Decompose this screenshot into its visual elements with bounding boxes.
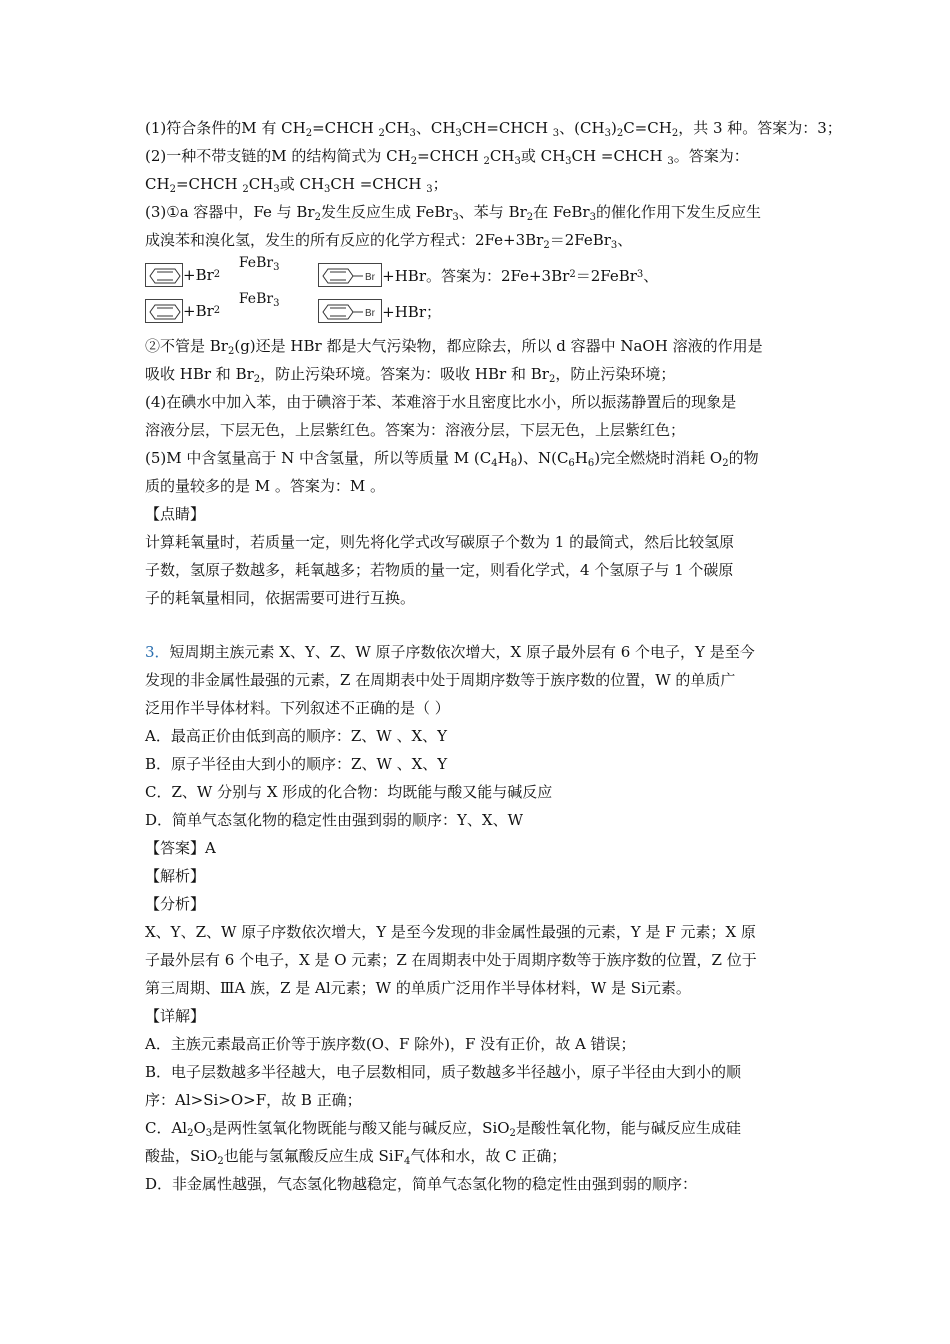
catalyst-label: FeBr$_3$ [238, 291, 280, 309]
section-heading-explanation: 【解析】 [145, 867, 206, 885]
reaction-equation-1: +Br 2 FeBr$_3$ Br +HBr。答案为：2Fe+3Br 2 ＝2FeBr 3 、 [145, 260, 815, 290]
question-3-stem-1: 3．短周期主族元素 X、Y、Z、W 原子序数依次增大，X 原子最外层有 6 个电子，Y 是至今 [145, 643, 755, 661]
detail-line-4: C．$Al_2O_3$是两性氢氧化物既能与酸又能与碱反应，SiO$_2$是酸性氧化物，能与碱反应生成硅 [145, 1119, 741, 1139]
answer-line-7: 吸收 HBr 和 $Br_2$，防止污染环境。答案为：吸收 HBr 和 $Br_2$，防止污染环境； [145, 365, 676, 385]
section-heading-tips: 【点睛】 [145, 505, 206, 523]
svg-text:Br: Br [365, 272, 376, 283]
answer-line-5: 成溴苯和溴化氢，发生的所有反应的化学方程式：$2Fe+3Br_2=2FeBr_3$、 [145, 231, 633, 251]
answer-line-1: (1)符合条件的M 有 $CH_2=CHCH$ $_2CH_3$、$CH_3CH=CHCH$ $_3$、$(CH_3)_2C=CH_2$，共 3 种。答案为：3； [145, 119, 842, 139]
benzene-structure-icon [145, 263, 183, 287]
reaction-equation-2: +Br 2 FeBr$_3$ Br +HBr； [145, 296, 815, 326]
detail-line-5: 酸盐，SiO$_2$也能与氢氟酸反应生成 SiF$_4$气体和水，故 C 正确； [145, 1147, 567, 1167]
benzene-structure-icon [145, 299, 183, 323]
option-c: C．Z、W 分别与 X 形成的化合物：均既能与酸又能与碱反应 [145, 783, 553, 801]
analysis-line-2: 子最外层有 6 个电子，X 是 O 元素；Z 在周期表中处于周期序数等于族序数的位置，Z 位于 [145, 951, 757, 969]
bromobenzene-structure-icon [318, 263, 382, 287]
option-a: A．最高正价由低到高的顺序：Z、W 、X、Y [145, 727, 448, 745]
detail-line-6: D．非金属性越强，气态氢化物越稳定，简单气态氢化物的稳定性由强到弱的顺序： [145, 1175, 698, 1193]
tips-line-2: 子数，氢原子数越多，耗氧越多；若物质的量一定，则看化学式，4 个氢原子与 1 个碳原 [145, 561, 734, 579]
analysis-line-3: 第三周期、ⅢA 族，Z 是 Al元素；W 的单质广泛用作半导体材料，W 是 Si元素。 [145, 979, 691, 997]
option-d: D．简单气态氢化物的稳定性由强到弱的顺序：Y、X、W [145, 811, 524, 829]
bromobenzene-structure-icon [318, 299, 382, 323]
section-heading-answer: 【答案】A [145, 839, 216, 857]
answer-line-10: (5)M 中含氢量高于 N 中含氢量，所以等质量 M $(C_4H_8)$、$N(C_6H_6)$完全燃烧时消耗 $O_2$的物 [145, 449, 759, 469]
answer-line-4: (3)①a 容器中，Fe 与 $Br_2$发生反应生成 FeBr$_3$、苯与 $Br_2$在 FeBr$_3$的催化作用下发生反应生 [145, 203, 761, 223]
answer-line-3: $CH_2=CHCH$ $_2CH_3$或 $CH_3CH$ =CHCH $_3$； [145, 175, 448, 195]
analysis-line-1: X、Y、Z、W 原子序数依次增大，Y 是至今发现的非金属性最强的元素，Y 是 F 元素；X 原 [145, 923, 756, 941]
tips-line-1: 计算耗氧量时，若质量一定，则先将化学式改写碳原子个数为 1 的最简式，然后比较氢原 [145, 533, 735, 551]
section-heading-details: 【详解】 [145, 1007, 206, 1025]
tips-line-3: 子的耗氧量相同，依据需要可进行互换。 [145, 589, 416, 607]
detail-line-3: 序：Al>Si>O>F，故 B 正确； [145, 1091, 362, 1109]
answer-line-9: 溶液分层，下层无色，上层紫红色。答案为：溶液分层，下层无色，上层紫红色； [145, 421, 686, 439]
answer-line-6: ②不管是 $Br_2(g)$还是 HBr 都是大气污染物，都应除去，所以 d 容器中 NaOH 溶液的作用是 [145, 337, 763, 357]
question-3-stem-2: 发现的非金属性最强的元素，Z 在周期表中处于周期序数等于族序数的位置，W 的单质广 [145, 671, 736, 689]
answer-line-11: 质的量较多的是 M 。答案为：M 。 [145, 477, 386, 495]
question-number: 3． [145, 643, 170, 661]
section-heading-analysis: 【分析】 [145, 895, 206, 913]
catalyst-label: FeBr$_3$ [238, 255, 280, 273]
detail-line-2: B．电子层数越多半径越大，电子层数相同，质子数越多半径越小，原子半径由大到小的顺 [145, 1063, 742, 1081]
svg-text:Br: Br [365, 308, 376, 319]
answer-line-8: (4)在碘水中加入苯，由于碘溶于苯、苯难溶于水且密度比水小，所以振荡静置后的现象是 [145, 393, 737, 411]
document-content [145, 114, 842, 1198]
answer-line-2: (2)一种不带支链的M 的结构简式为 $CH_2=CHCH$ $_2CH_3$或 $CH_3CH$ =CHCH $_3$。答案为： [145, 147, 749, 167]
option-b: B．原子半径由大到小的顺序：Z、W 、X、Y [145, 755, 448, 773]
question-3-stem-3: 泛用作半导体材料。下列叙述不正确的是（ ） [145, 699, 450, 717]
detail-line-1: A．主族元素最高正价等于族序数(O、F 除外)，F 没有正价，故 A 错误； [145, 1035, 636, 1053]
